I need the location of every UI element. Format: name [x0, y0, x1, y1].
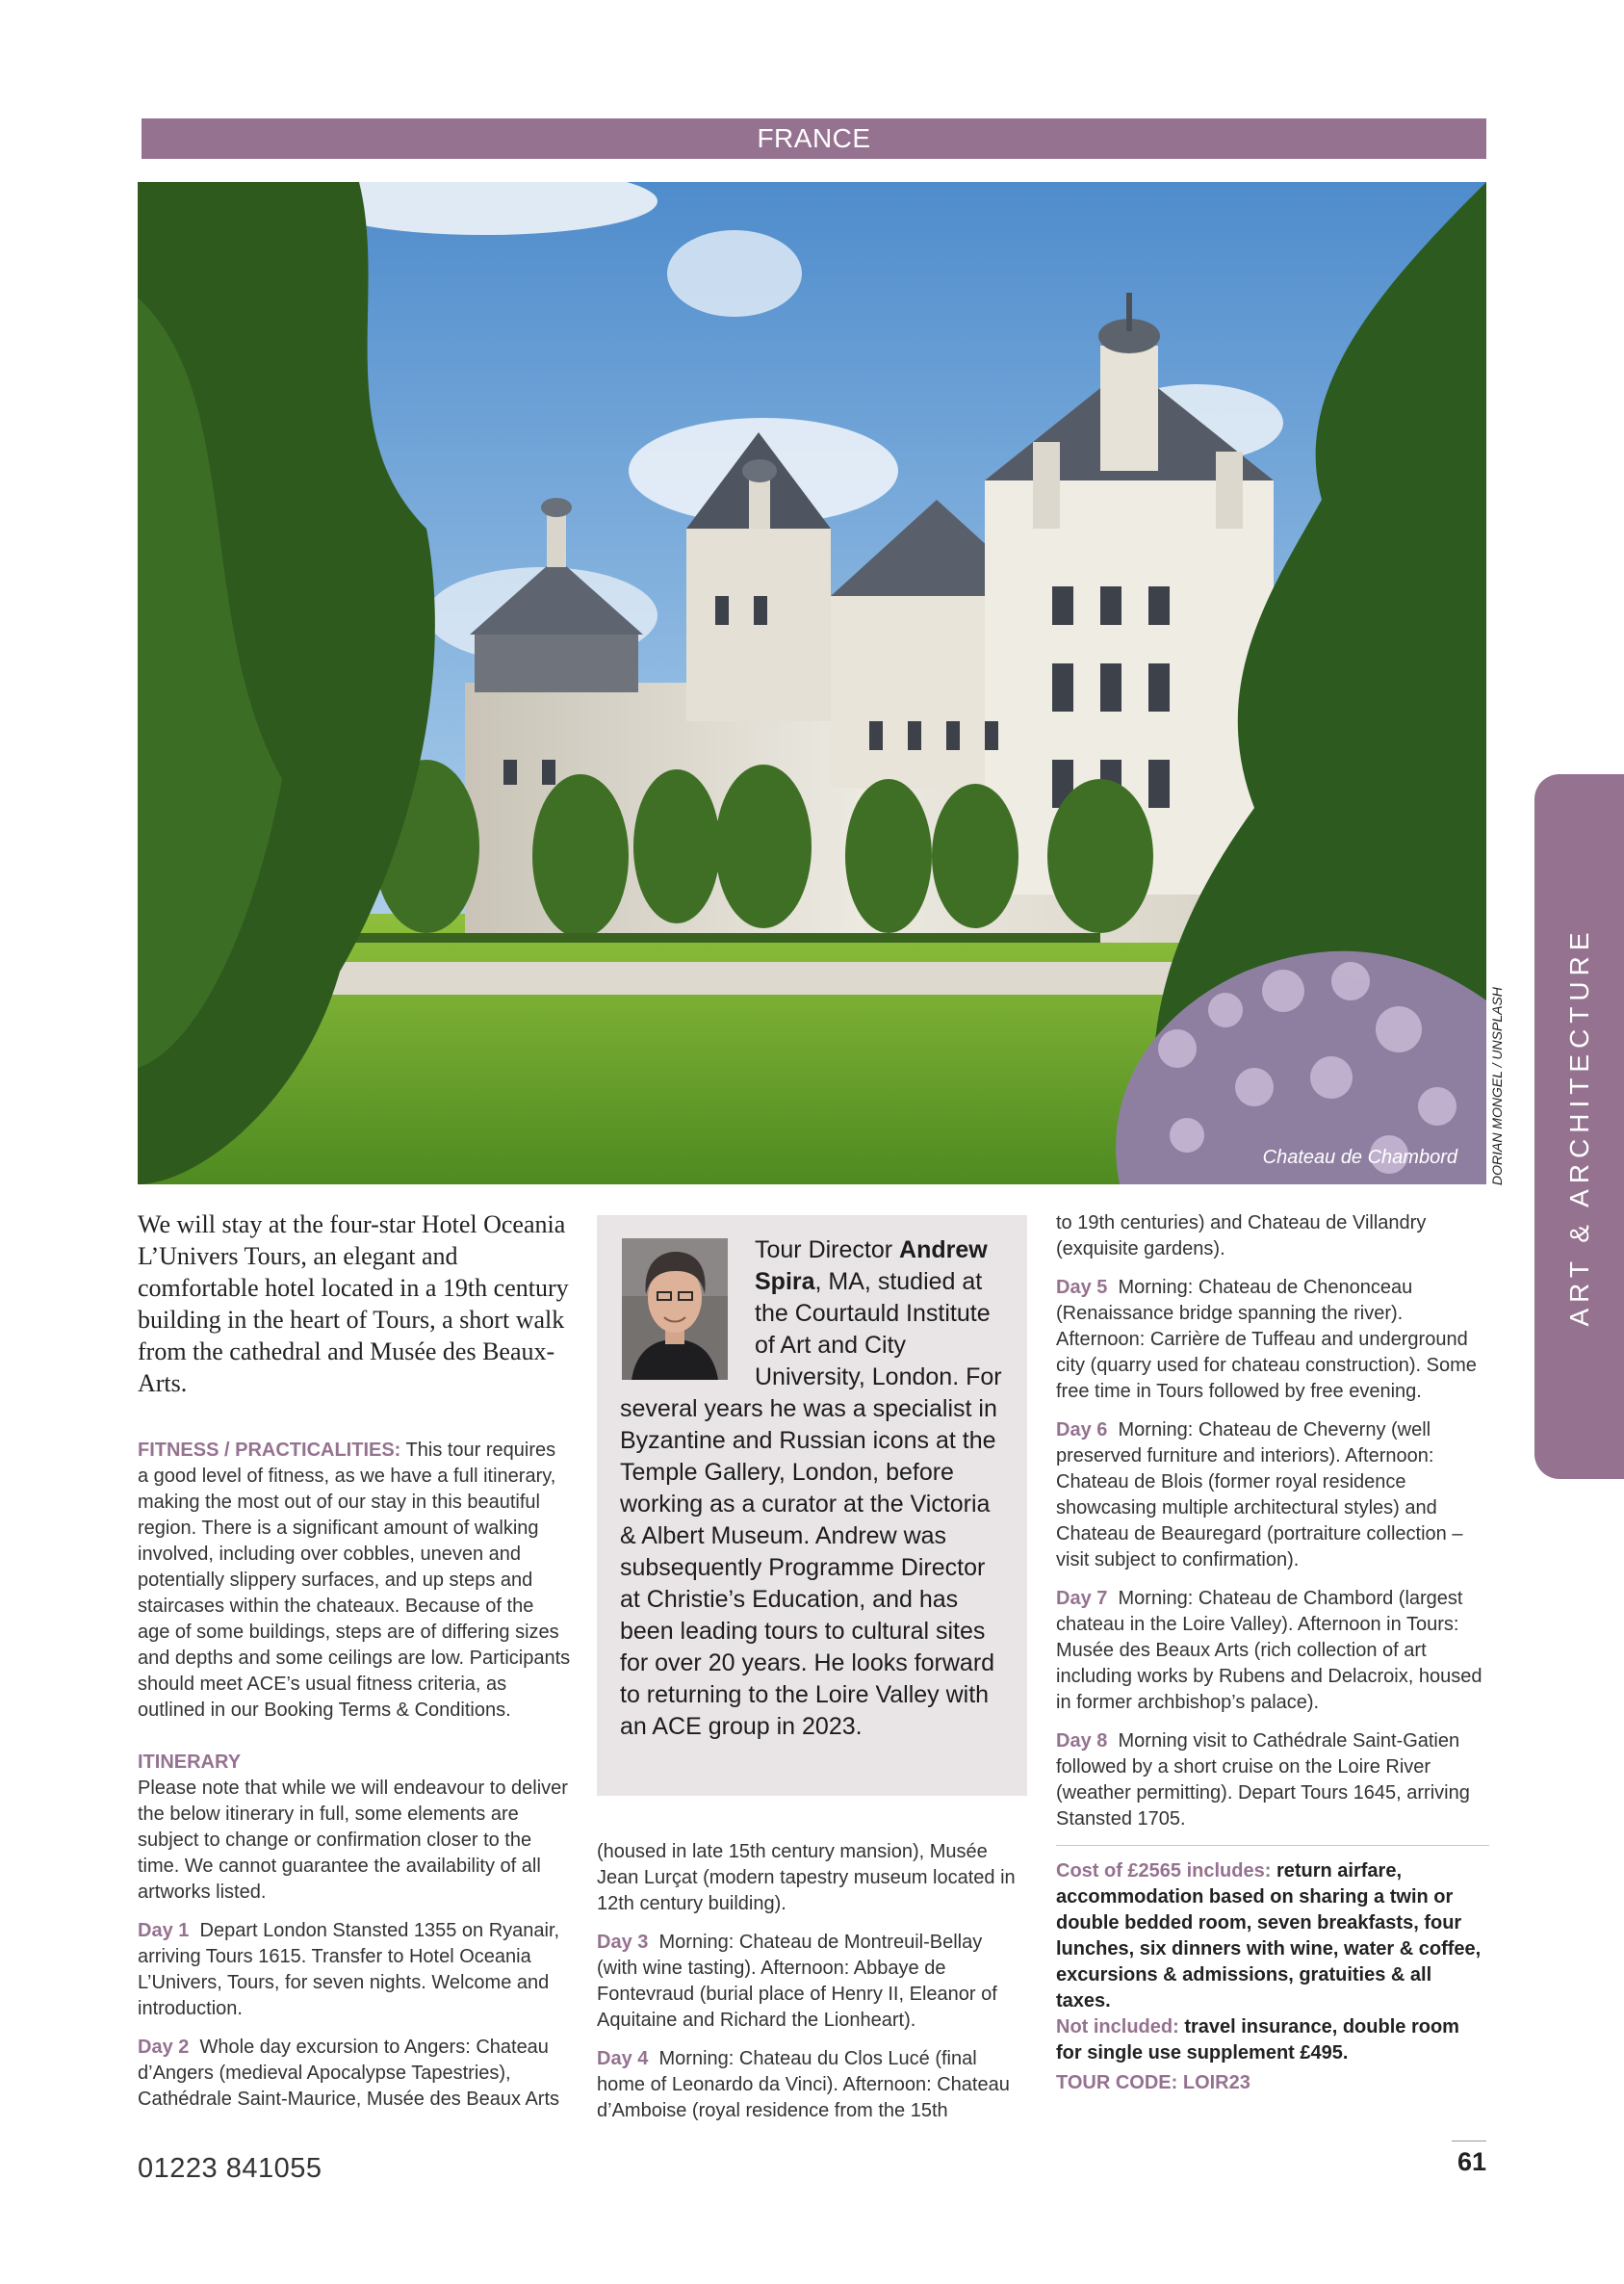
tour-director-box: [597, 1215, 1027, 1796]
chateau-illustration: [138, 182, 1486, 1184]
itinerary-day-5: [1056, 1275, 1489, 1405]
fitness-text: This tour requires a good level of fitness, as we have a full itinerary, making the most out of our stay in this beautiful region. There is a significant amount of walking involved, including over cobbles, uneven and potentially slippery surfaces, and up steps and staircases within the chateaux. Because of the age of some buildings, steps are of differing sizes and depths and some ceilings are low. Participants should meet ACE’s usual fitness criteria, as outlined in our Booking Terms & Conditions.: [138, 1440, 571, 1721]
column-right: [1056, 1210, 1489, 2096]
day-label: Day 8: [1056, 1730, 1108, 1752]
itinerary-day-2-continued: (housed in late 15th century mansion), Musée Jean Lurçat (modern tapestry museum located in 12th century building).: [597, 1841, 1016, 1914]
excludes-text: travel insurance, double room for single use supplement £495.: [1056, 2016, 1459, 2063]
tour-director-photo: [622, 1238, 728, 1380]
itinerary-day-8: [1056, 1728, 1489, 1832]
pricing-includes: [1056, 1858, 1489, 2014]
section-side-tab: [1534, 774, 1624, 1479]
day-label: Day 7: [1056, 1588, 1108, 1609]
section-side-tab-label: ART & ARCHITECTURE: [1563, 926, 1594, 1327]
itinerary-heading: ITINERARY: [138, 1752, 242, 1773]
bio-text: , MA, studied at the Courtauld Institute of Art and City University, London. For several years he was a specialist in Byzantine and Russian icons at the Temple Gallery, London, before working as a curator at the Victoria & Albert Museum. Andrew was subsequently Programme Director at Christie’s Education, and has been leading tours to cultural sites for over 20 years. He looks forward to returning to the Loire Valley with an ACE group in 2023.: [620, 1268, 1002, 1740]
column-left: [138, 1208, 571, 2125]
itinerary-day-1: [138, 1918, 571, 2022]
photo-credit: DORIAN MONGEL / UNSPLASH: [1489, 987, 1505, 1185]
itinerary-day-3: [597, 1930, 1025, 2034]
intro-paragraph: We will stay at the four-star Hotel Oceania L’Univers Tours, an elegant and comfortable hotel located in a 19th century building in the heart of Tours, a short walk from the cathedral and Musée des Beaux-Arts.: [138, 1210, 569, 1397]
phone-number: 01223 841055: [138, 2153, 322, 2184]
itinerary-note: Please note that while we will endeavour to deliver the below itinerary in full, some elements are subject to change or confirmation closer to the time. We cannot guarantee the availability of all artworks listed.: [138, 1778, 568, 1903]
itinerary-day-6: [1056, 1417, 1489, 1573]
itinerary-day-2: [138, 2035, 571, 2113]
hero-photo: [138, 182, 1486, 1184]
column-middle: [597, 1839, 1025, 2137]
day-text: Morning: Chateau de Cheverny (well preserved furniture and interiors). Afternoon: Chateau de Blois (former royal residence showcasing multiple architectural styles) and Chateau de Beauregard (portraiture collection – visit subject to confirmation).: [1056, 1419, 1463, 1570]
day-text: Morning: Chateau de Chambord (largest chateau in the Loire Valley). Afternoon in Tours: Musée des Beaux Arts (rich collection of art including works by Rubens and Delacroix, housed in former archbishop’s palace).: [1056, 1588, 1482, 1713]
day-text: Morning: Chateau de Chenonceau (Renaissance bridge spanning the river). Afternoon: Carrière de Tuffeau and underground city (quarry used for chateau construction). Some free time in Tours followed by free evening.: [1056, 1277, 1477, 1402]
day-text: Morning visit to Cathédrale Saint-Gatien followed by a short cruise on the Loire River (weather permitting). Depart Tours 1645, arriving Stansted 1705.: [1056, 1730, 1470, 1830]
country-header: FRANCE: [142, 118, 1486, 159]
day-text: Whole day excursion to Angers: Chateau d’Angers (medieval Apocalypse Tapestries), Cathédrale Saint-Maurice, Musée des Beaux Arts: [138, 2037, 559, 2110]
tour-director-name: Andrew Spira: [755, 1236, 988, 1295]
excludes-label: Not included:: [1056, 2016, 1179, 2037]
itinerary-day-4: [597, 2046, 1025, 2124]
fitness-heading: FITNESS / PRACTICALITIES:: [138, 1440, 401, 1461]
day-text: Depart London Stansted 1355 on Ryanair, arriving Tours 1615. Transfer to Hotel Oceania L’Univers, Tours, for seven nights. Welcome and introduction.: [138, 1920, 560, 2019]
day-label: Day 4: [597, 2048, 649, 2069]
day-label: Day 6: [1056, 1419, 1108, 1440]
fitness-paragraph: [138, 1438, 571, 1724]
itinerary-day-4-continued: to 19th centuries) and Chateau de Villandry (exquisite gardens).: [1056, 1212, 1427, 1259]
tour-director-portrait: [622, 1238, 728, 1380]
tour-code: TOUR CODE: LOIR23: [1056, 2072, 1250, 2093]
day-text: Morning: Chateau du Clos Lucé (final home of Leonardo da Vinci). Afternoon: Chateau d’Amboise (royal residence from the 15th: [597, 2048, 1010, 2121]
hero-caption: Chateau de Chambord: [1262, 1147, 1457, 1168]
day-label: Day 5: [1056, 1277, 1108, 1298]
day-label: Day 3: [597, 1932, 649, 1953]
bio-prefix: Tour Director: [755, 1236, 900, 1263]
day-label: Day 2: [138, 2037, 190, 2058]
pricing-excludes: [1056, 2014, 1489, 2066]
includes-text: return airfare, accommodation based on sharing a twin or double bedded room, seven breakfasts, four lunches, six dinners with wine, water & coffee, excursions & admissions, gratuities & all taxes.: [1056, 1860, 1482, 2011]
itinerary-day-7: [1056, 1586, 1489, 1716]
pricing-divider: [1056, 1845, 1489, 1846]
page-number: 61: [1456, 2147, 1486, 2176]
includes-label: Cost of £2565 includes:: [1056, 1860, 1272, 1882]
day-text: Morning: Chateau de Montreuil-Bellay (with wine tasting). Afternoon: Abbaye de Fontevraud (burial place of Henry II, Eleanor of Aquitaine and Richard the Lionheart).: [597, 1932, 997, 2031]
day-label: Day 1: [138, 1920, 190, 1941]
